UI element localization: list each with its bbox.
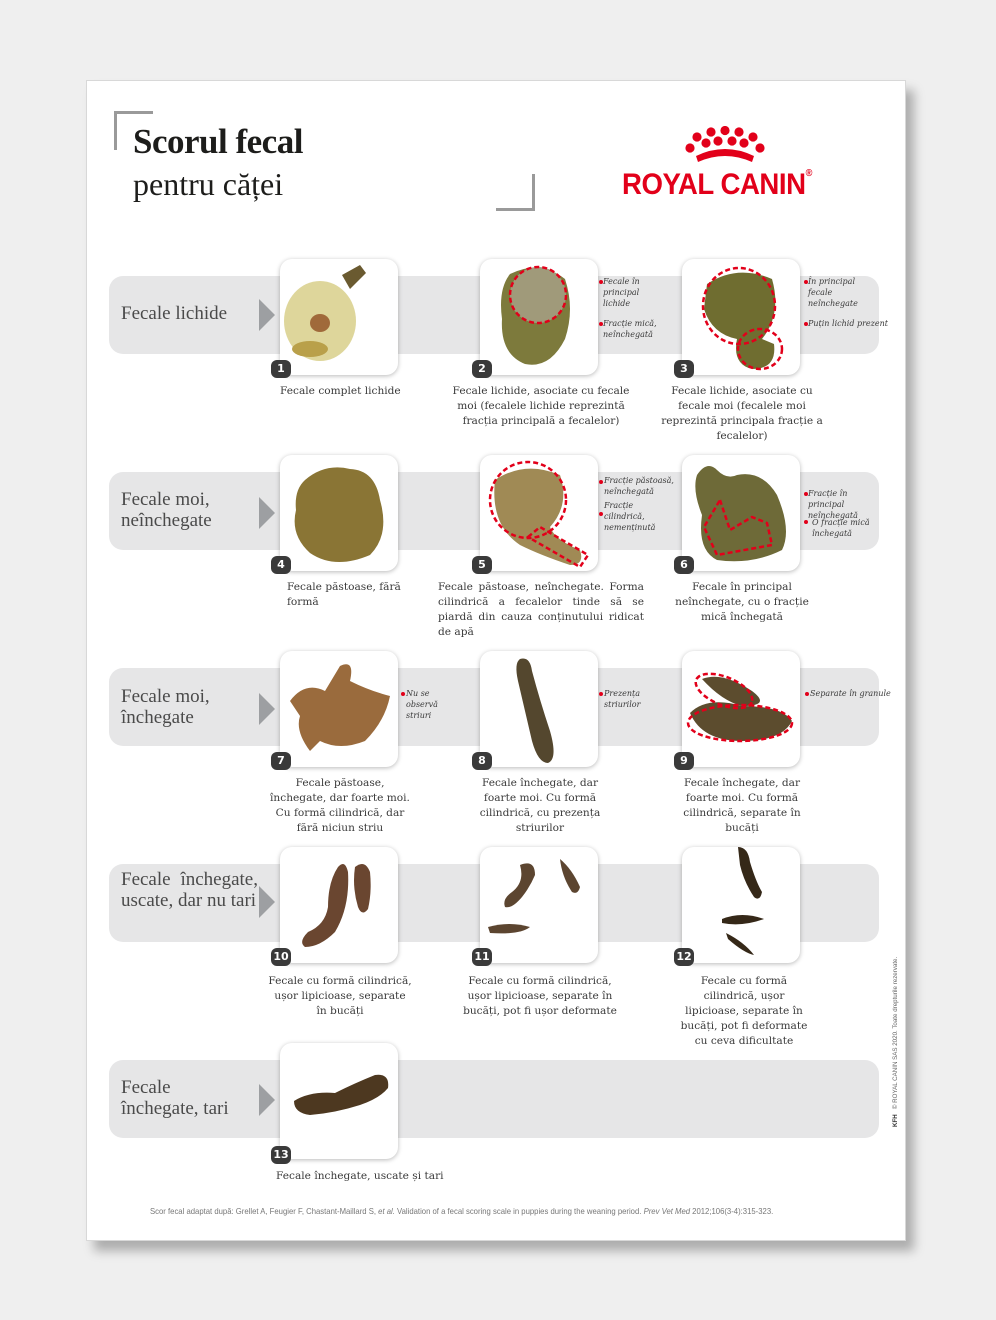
category-label: Fecale lichide — [121, 303, 228, 324]
score-badge: 13 — [271, 1146, 291, 1164]
score-caption: Fecale complet lichide — [280, 385, 401, 397]
stool-photo-9 — [682, 651, 800, 767]
score-caption: Fecale cu formă cilindrică, ușor lipicioase, separate în bucăți, pot fi deformate cu ceva dificultate — [680, 975, 808, 1047]
stool-photo-10 — [280, 847, 398, 963]
annotation-marker — [599, 512, 603, 516]
annotation-marker — [401, 692, 405, 696]
score-badge: 2 — [472, 360, 492, 378]
score-badge: 3 — [674, 360, 694, 378]
stool-photo-13 — [280, 1043, 398, 1159]
score-caption: Fecale păstoase, neînchegate. Forma cilindrică a fecalelor tinde să se piardă din cauza conținutului ridicat de apă — [438, 581, 644, 638]
score-caption: Fecale închegate, uscate și tari — [276, 1170, 444, 1182]
arrow-right-icon — [259, 693, 275, 725]
category-label: Fecale închegate, tari — [121, 1077, 229, 1119]
score-caption: Fecale păstoase, fără formă — [287, 581, 401, 608]
stool-photo-2 — [480, 259, 598, 375]
annotation-marker — [599, 692, 603, 696]
score-badge: 12 — [674, 948, 694, 966]
stool-photo-5 — [480, 455, 598, 571]
copyright-notice: KFH © ROYAL CANIN SAS 2020. Toate drepturile rezervate. — [892, 956, 899, 1127]
category-label: Fecale moi, neînchegate — [121, 489, 212, 531]
reference-citation: Scor fecal adaptat după: Grellet A, Feugier F, Chastant-Maillard S, et al. Validation of a fecal scoring scale in puppies during the weaning period. Prev Vet Med 2012;106(3-4):315-323. — [150, 1206, 774, 1216]
stool-photo-7 — [280, 651, 398, 767]
score-badge: 9 — [674, 752, 694, 770]
arrow-right-icon — [259, 886, 275, 918]
stool-photo-4 — [280, 455, 398, 571]
annotation-note: Prezența striurilor — [604, 689, 641, 709]
score-caption: Fecale lichide, asociate cu fecale moi (fecalele moi reprezintă principala fracție a fecalelor) — [661, 385, 823, 442]
royal-canin-logo — [622, 126, 832, 202]
score-badge: 8 — [472, 752, 492, 770]
category-label: Fecale închegate, uscate, dar nu tari — [121, 869, 258, 911]
score-badge: 11 — [472, 948, 492, 966]
score-caption: Fecale păstoase, închegate, dar foarte moi. Cu formă cilindrică, dar fără niciun striu — [270, 777, 410, 834]
annotation-note: Fracție în principal neînchegată — [808, 489, 858, 520]
page-subtitle: pentru căței — [133, 166, 284, 202]
stool-photo-6 — [682, 455, 800, 571]
score-caption: Fecale lichide, asociate cu fecale moi (fecalele lichide reprezintă fracția principală a fecalelor) — [452, 385, 630, 427]
stool-photo-8 — [480, 651, 598, 767]
score-caption: Fecale cu formă cilindrică, ușor lipicioase, separate în bucăți, pot fi ușor deformate — [463, 975, 617, 1017]
annotation-note: Nu se observă striuri — [406, 689, 438, 720]
brand-name: ROYAL CANIN® — [622, 168, 812, 201]
score-badge: 7 — [271, 752, 291, 770]
score-badge: 6 — [674, 556, 694, 574]
annotation-note: În principal fecale neînchegate — [808, 277, 858, 308]
stool-photo-11 — [480, 847, 598, 963]
annotation-note: Fracție păstoasă, neînchegată — [604, 476, 674, 496]
category-label: Fecale moi, închegate — [121, 686, 210, 728]
annotation-note: O fracție mică închegată — [812, 518, 870, 538]
annotation-note: Fracție mică, neînchegată — [603, 319, 657, 339]
score-caption: Fecale închegate, dar foarte moi. Cu formă cilindrică, separate în bucăți — [683, 777, 801, 834]
stool-photo-1 — [280, 259, 398, 375]
page-title: Scorul fecal — [133, 122, 303, 161]
score-badge: 10 — [271, 948, 291, 966]
stool-photo-3 — [682, 259, 800, 375]
annotation-note: Fecale în principal lichide — [603, 277, 640, 308]
score-caption: Fecale închegate, dar foarte moi. Cu formă cilindrică, cu prezența striurilor — [479, 777, 601, 834]
stool-photo-12 — [682, 847, 800, 963]
score-caption: Fecale în principal neînchegate, cu o fracție mică închegată — [675, 581, 809, 623]
annotation-note: Puțin lichid prezent — [808, 319, 888, 328]
score-badge: 1 — [271, 360, 291, 378]
annotation-note: Separate în granule — [810, 689, 891, 698]
arrow-right-icon — [259, 1084, 275, 1116]
arrow-right-icon — [259, 497, 275, 529]
score-caption: Fecale cu formă cilindrică, ușor lipicioase, separate în bucăți — [268, 975, 412, 1017]
annotation-marker — [599, 480, 603, 484]
score-badge: 5 — [472, 556, 492, 574]
corner-bracket-bottom-right — [496, 174, 535, 211]
annotation-marker — [804, 520, 808, 524]
score-badge: 4 — [271, 556, 291, 574]
arrow-right-icon — [259, 299, 275, 331]
annotation-note: Fracție cilindrică, nemenținută — [604, 501, 656, 532]
annotation-marker — [805, 692, 809, 696]
crown-icon — [622, 126, 832, 170]
